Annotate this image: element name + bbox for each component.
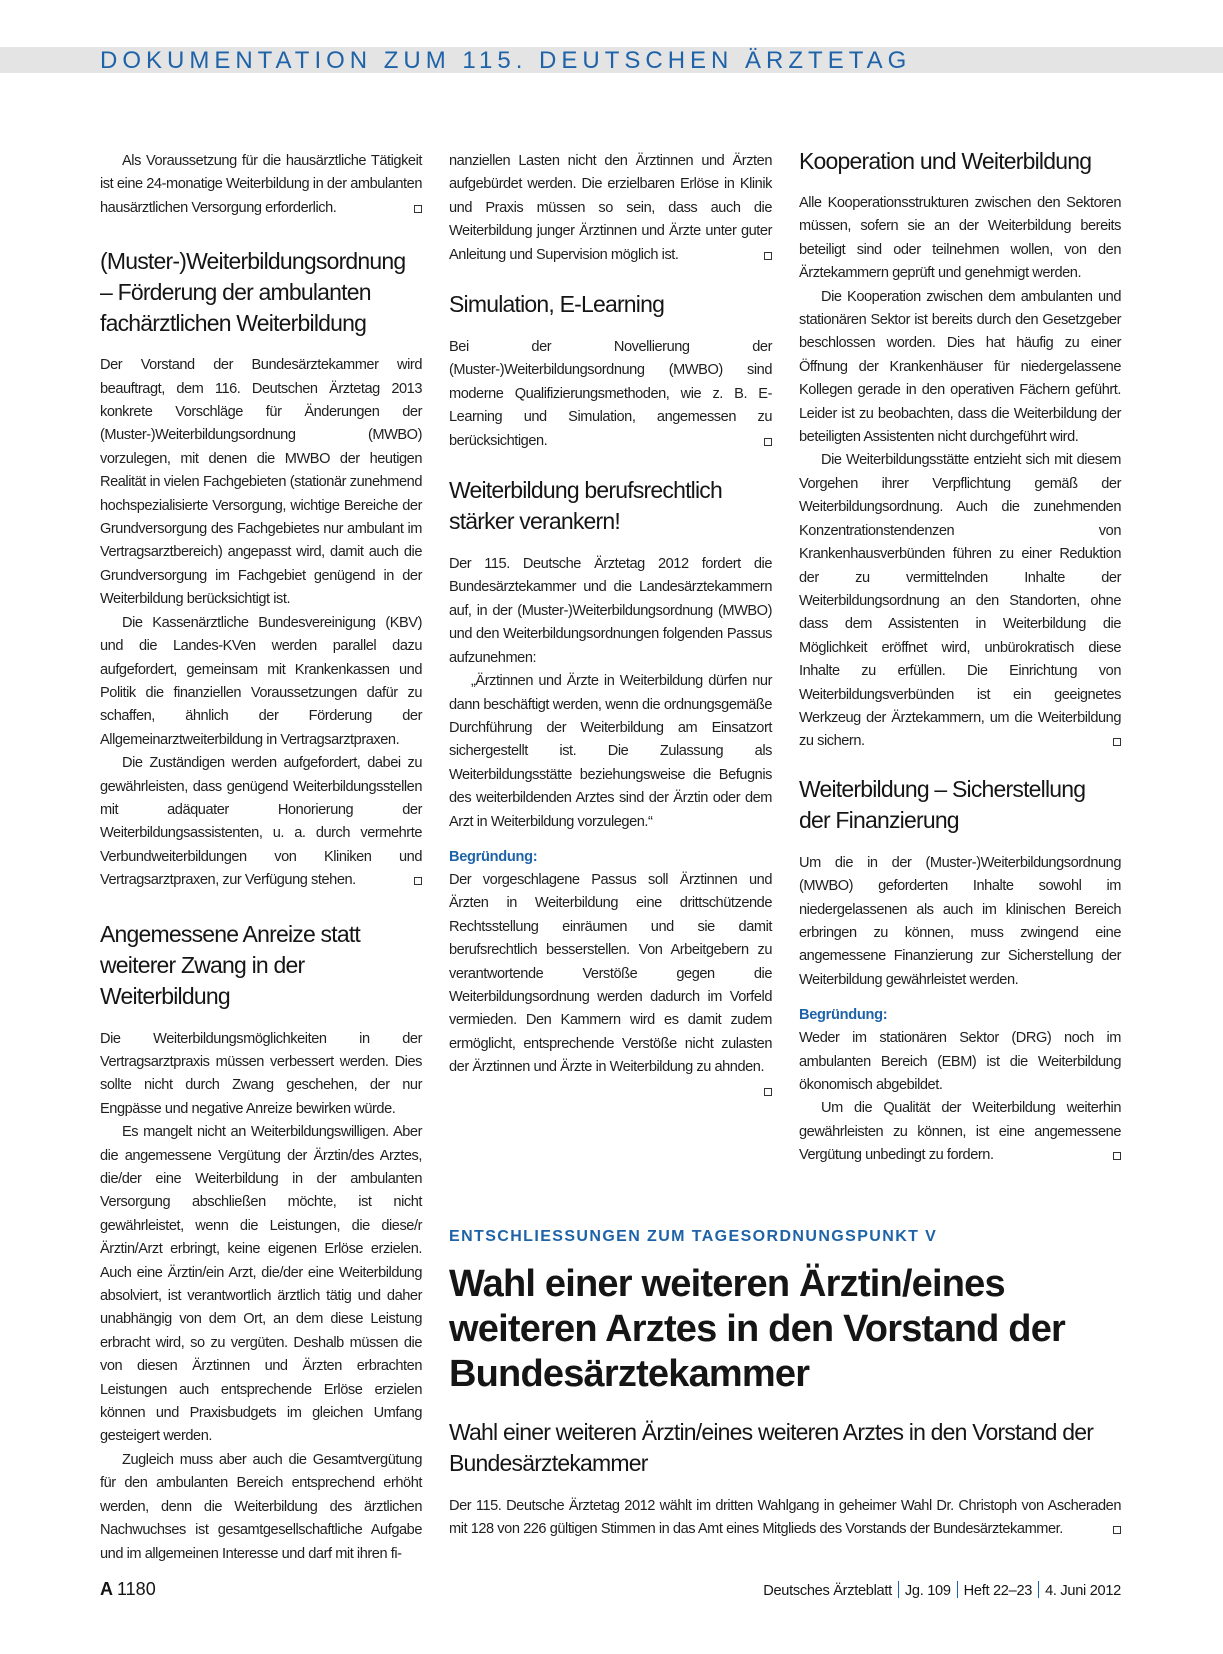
paragraph: Um die Qualität der Weiterbildung weiterhin gewährleisten zu können, ist eine angemessene Vergütung unbedingt zu fordern. <box>799 1100 1121 1164</box>
separator <box>957 1581 958 1598</box>
end-mark-icon <box>1113 1526 1121 1534</box>
paragraph: Die Weiterbildungsstätte entzieht sich mit diesem Vorgehen ihrer Verpflichtung gemäß der Weiterbildungsordnung. Auch die zunehmenden Konzentrationstendenzen von Krankenhausverbünden führen zu einer Reduktion der zu vermittelnden Inhalte der Weiterbildungsordnung an den Standorten, ohne dass dem Assistenten in Weiterbildung die Möglichkeit eröffnet wird, unbürokratisch diese Inhalte zu erfüllen. Die Einrichtung von Weiterbildungsverbünden ist ein geeignetes Werkzeug der Ärztekammern, um die Weiterbildung zu sichern. <box>799 452 1121 750</box>
paragraph: Es mangelt nicht an Weiterbildungswilligen. Aber die angemessene Vergütung der Ärztin/des Arztes, die/der eine Weiterbildung in der ambulanten Versorgung abschließen möchte, ist nicht gewährleistet, wenn die Leistungen, die diese/r Ärztin/Arzt erbringt, keine eigenen Erlöse erzielen. Auch eine Ärztin/ein Arzt, die/der eine Weiterbildung absolviert, ist verantwortlich ärztlich tätig und daher unabhängig von dem Ort, an dem diese Leistung erbracht wird, so zu vergüten. Deshalb müssen die von diesen Ärztinnen und Ärzten erbrachten Leistungen auch entsprechende Erlöse erzielen können und Praxisbudgets im gleichen Umfang gesteigert werden. <box>100 1124 422 1445</box>
column-2 <box>449 150 772 1096</box>
paragraph: Die Kooperation zwischen dem ambulanten und stationären Sektor ist bereits durch den Gesetzgeber beschlossen worden. Dies hat häufig zu einer Öffnung der Krankenhäuser für niedergelassene Kollegen gerade in den operativen Fächern geführt. Leider ist zu beobachten, dass die Weiterbildung der beteiligten Assistenten nicht durchgeführt wird. <box>799 288 1121 446</box>
paragraph: „Ärztinnen und Ärzte in Weiterbildung dürfen nur dann beschäftigt werden, wenn die ordnungsgemäße Durchführung der Weiterbildung am Einsatzort sichergestellt ist. Die Zulassung als Weiterbildungsstätte beziehungsweise die Befugnis des weiterbildenden Arztes sind der Ärztin oder dem Arzt in Weiterbildung vorzulegen.“ <box>449 673 772 830</box>
section-heading: Weiterbildung – Sicherstellung der Finanzierung <box>799 775 1086 833</box>
paragraph: Bei der Novellierung der (Muster-)Weiterbildungsordnung (MWBO) sind moderne Qualifizierungsmethoden, wie z. B. E-Learning und Simulation, angemessen zu berücksichtigen. <box>449 339 772 449</box>
running-header: DOKUMENTATION ZUM 115. DEUTSCHEN ÄRZTETAG <box>100 47 912 74</box>
end-mark-icon <box>764 1088 772 1096</box>
section-heading: Weiterbildung berufsrechtlich stärker verankern! <box>449 477 722 535</box>
column-3 <box>799 150 1121 1168</box>
reason-label: Begründung: <box>449 848 538 865</box>
column-1 <box>100 150 422 1566</box>
reason-label: Begründung: <box>799 1007 888 1024</box>
resolution-subtitle: Wahl einer weiteren Ärztin/eines weiteren Arztes in den Vorstand der Bundesärztekammer <box>449 1419 1094 1476</box>
end-mark-icon <box>1113 738 1121 746</box>
paragraph: Weder im stationären Sektor (DRG) noch im ambulanten Bereich (EBM) ist die Weiterbildung ökonomisch abgebildet. <box>799 1030 1121 1093</box>
paragraph: Die Kassenärztliche Bundesvereinigung (KBV) und die Landes-KVen werden parallel dazu aufgefordert, gemeinsam mit Krankenkassen und Politik die finanziellen Voraussetzungen dafür zu schaffen, ähnlich der Förderung der Allgemeinarztweiterbildung in Vertragsarztpraxen. <box>100 614 422 748</box>
end-mark-icon <box>764 252 772 260</box>
end-mark-icon <box>764 438 772 446</box>
paragraph: Um die in der (Muster-)Weiterbildungsordnung (MWBO) geforderten Inhalte sowohl im niedergelassenen als auch im klinischen Bereich erbringen zu können, muss zwingend eine angemessene Finanzierung zur Sicherstellung der Weiterbildung gewährleistet werden. <box>799 854 1121 988</box>
paragraph: Der vorgeschlagene Passus soll Ärztinnen und Ärzten in Weiterbildung eine drittschützende Rechtsstellung einräumen und sie damit berufsrechtlich besserstellen. Von Arbeitgebern zu verantwortende Verstöße gegen die Weiterbildungsordnung werden dadurch im Vorfeld vermieden. Den Kammern wird es damit zudem ermöglicht, entsprechende Verstöße nicht zulasten der Ärztinnen und Ärzte in Weiterbildung zu ahnden. <box>449 869 772 1080</box>
journal-volume: Jg. 109 <box>904 1583 951 1599</box>
end-mark-icon <box>414 877 422 885</box>
journal-issue: Heft 22–23 <box>963 1583 1033 1599</box>
separator <box>1038 1581 1039 1598</box>
page-footer <box>0 1579 1223 1603</box>
journal-date: 4. Juni 2012 <box>1045 1583 1121 1599</box>
resolution-kicker: ENTSCHLIESSUNGEN ZUM TAGESORDNUNGSPUNKT V <box>449 1228 938 1245</box>
paragraph: Als Voraussetzung für die hausärztliche Tätigkeit ist eine 24-monatige Weiterbildung in der ambulanten hausärztlichen Versorgung erforderlich. <box>100 153 422 216</box>
journal-info <box>763 1581 1121 1599</box>
resolution-title: Wahl einer weiteren Ärztin/eines weiteren Arztes in den Vorstand der Bundesärztekammer <box>449 1263 1066 1395</box>
paragraph: Der 115. Deutsche Ärztetag 2012 fordert die Bundesärztekammer und die Landesärztekammern auf, in der (Muster-)Weiterbildungsordnung (MWBO) und den Weiterbildungsordnungen folgenden Passus aufzunehmen: <box>449 556 772 666</box>
paragraph: nanziellen Lasten nicht den Ärztinnen und Ärzten aufgebürdet werden. Die erzielbaren Erlöse in Klinik und Praxis müssen so sein, dass auch die Weiterbildung junger Ärztinnen und Ärzte unter guter Anleitung und Supervision möglich ist. <box>449 153 772 263</box>
section-heading: (Muster-)Weiterbildungsordnung – Förderung der ambulanten fachärztlichen Weiterbildung <box>100 248 406 337</box>
paragraph: Zugleich muss aber auch die Gesamtvergütung für den ambulanten Bereich entsprechend erhöht werden, denn die Weiterbildung des ärztlichen Nachwuchses ist gesamtgesellschaftliche Aufgabe und im allgemeinen Interesse und darf mit ihren fi- <box>100 1451 422 1562</box>
resolution-section <box>449 1226 1121 1542</box>
paragraph: Alle Kooperationsstrukturen zwischen den Sektoren müssen, sofern sie an der Weiterbildung bereits beteiligt sind oder teilnehmen wollen, von den Ärztekammern geprüft und genehmigt werden. <box>799 195 1121 282</box>
paragraph: Der Vorstand der Bundesärztekammer wird beauftragt, dem 116. Deutschen Ärztetag 2013 konkrete Vorschläge für Änderungen der (Muster-)Weiterbildungsordnung (MWBO) vorzulegen, mit denen die MWBO der heutigen Realität in vielen Fachgebieten (stationär zunehmend hochspezialisierte Versorgung, wichtige Bereiche der Grundversorgung des Fachgebietes nur ambulant im Vertragsarztbereich) angepasst wird, damit auch die Grundversorgung im Fachgebiet genügend in der Weiterbildung berücksichtigt ist. <box>100 357 422 608</box>
paragraph: Die Zuständigen werden aufgefordert, dabei zu gewährleisten, dass genügend Weiterbildungsstellen mit adäquater Honorierung der Weiterbildungsassistenten, u. a. durch vermehrte Verbundweiterbildungen von Kliniken und Vertragsarztpraxen, zur Verfügung stehen. <box>100 755 422 889</box>
section-heading: Angemessene Anreize statt weiterer Zwang in der Weiterbildung <box>100 920 360 1009</box>
paragraph: Der 115. Deutsche Ärztetag 2012 wählt im dritten Wahlgang in geheimer Wahl Dr. Christoph von Ascheraden mit 128 von 226 gültigen Stimmen in das Amt eines Mitglieds des Vorstands der Bundesärztekammer. <box>449 1498 1121 1538</box>
section-heading: Simulation, E-Learning <box>449 291 665 318</box>
section-heading: Kooperation und Weiterbildung <box>799 148 1092 174</box>
journal-name: Deutsches Ärzteblatt <box>763 1583 892 1599</box>
paragraph: Die Weiterbildungsmöglichkeiten in der Vertragsarztpraxis müssen verbessert werden. Dies sollte nicht durch Zwang geschehen, der nur Engpässe und negative Anreize bewirken würde. <box>100 1030 422 1117</box>
page-number: A 1180 <box>100 1579 156 1599</box>
separator <box>898 1581 899 1598</box>
end-mark-icon <box>1113 1152 1121 1160</box>
end-mark-icon <box>414 205 422 213</box>
